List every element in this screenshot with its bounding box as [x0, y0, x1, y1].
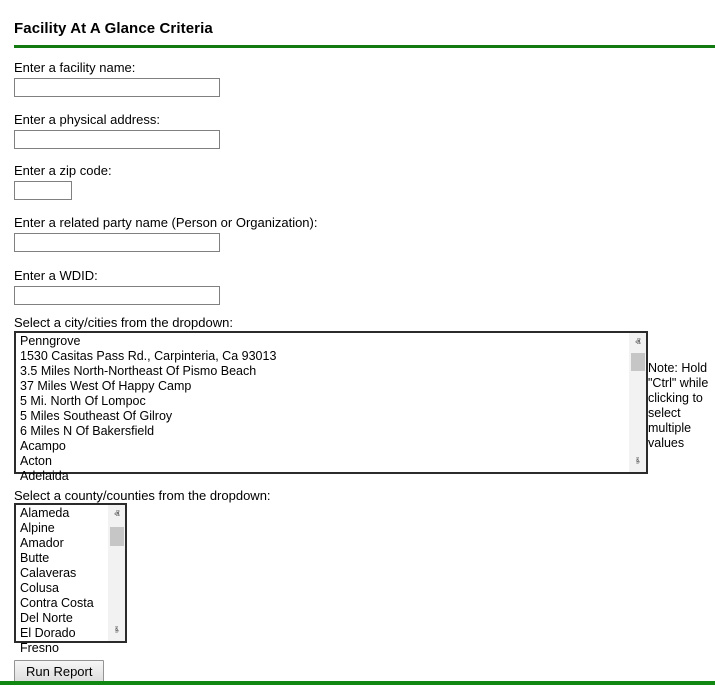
field-wdid: [14, 268, 220, 305]
list-item[interactable]: 5 Miles Southeast Of Gilroy: [20, 409, 173, 423]
footer-divider: [0, 681, 715, 685]
scroll-up-icon[interactable]: ⱏ: [635, 336, 641, 349]
county-multiselect-listbox[interactable]: [14, 503, 127, 655]
list-item[interactable]: Butte: [20, 551, 50, 565]
related-party-name-input[interactable]: [14, 233, 220, 252]
list-item[interactable]: Calaveras: [20, 566, 77, 580]
list-item[interactable]: 1530 Casitas Pass Rd., Carpinteria, Ca 93013: [20, 349, 277, 363]
field-physical-address: [14, 112, 220, 149]
multiselect-note: Note: Hold "Ctrl" while clicking to select multiple values: [648, 361, 709, 450]
list-item[interactable]: 5 Mi. North Of Lompoc: [20, 394, 146, 408]
list-item[interactable]: 37 Miles West Of Happy Camp: [20, 379, 192, 393]
list-item[interactable]: Alameda: [20, 506, 70, 520]
physical-address-label: Enter a physical address:: [14, 112, 160, 127]
list-item[interactable]: Contra Costa: [20, 596, 94, 610]
physical-address-input[interactable]: [14, 130, 220, 149]
page-title: Facility At A Glance Criteria: [14, 20, 213, 38]
list-item[interactable]: 3.5 Miles North-Northeast Of Pismo Beach: [20, 364, 257, 378]
list-item[interactable]: Fresno: [20, 641, 59, 655]
list-item[interactable]: Del Norte: [20, 611, 73, 625]
wdid-label: Enter a WDID:: [14, 268, 98, 283]
header-divider: [14, 45, 715, 48]
list-item[interactable]: Adelaida: [20, 469, 69, 483]
field-related-party-name: [14, 215, 317, 252]
scroll-up-icon[interactable]: ⱏ: [114, 508, 120, 521]
city-select-label: Select a city/cities from the dropdown:: [14, 315, 233, 330]
scroll-down-icon[interactable]: ⱛ: [114, 624, 120, 637]
zip-code-input[interactable]: [14, 181, 72, 200]
facility-name-input[interactable]: [14, 78, 220, 97]
list-item[interactable]: El Dorado: [20, 626, 76, 640]
field-facility-name: [14, 60, 220, 97]
scrollbar-thumb[interactable]: [110, 527, 124, 546]
related-party-name-label: Enter a related party name (Person or Organization):: [14, 215, 318, 230]
zip-code-label: Enter a zip code:: [14, 163, 112, 178]
list-item[interactable]: Penngrove: [20, 334, 81, 348]
scrollbar-thumb[interactable]: [631, 353, 645, 371]
county-listbox-scrollbar[interactable]: [108, 505, 125, 641]
scroll-down-icon[interactable]: ⱛ: [635, 455, 641, 468]
city-option-list[interactable]: [16, 333, 629, 483]
city-multiselect-listbox[interactable]: [14, 331, 648, 483]
list-item[interactable]: Colusa: [20, 581, 59, 595]
wdid-input[interactable]: [14, 286, 220, 305]
list-item[interactable]: Amador: [20, 536, 64, 550]
field-zip-code: [14, 163, 112, 200]
run-report-button[interactable]: Run Report: [14, 660, 104, 684]
list-item[interactable]: 6 Miles N Of Bakersfield: [20, 424, 155, 438]
list-item[interactable]: Alpine: [20, 521, 55, 535]
county-select-label: Select a county/counties from the dropdown:: [14, 488, 271, 503]
list-item[interactable]: Acton: [20, 454, 52, 468]
county-option-list[interactable]: [16, 505, 108, 655]
facility-name-label: Enter a facility name:: [14, 60, 136, 75]
list-item[interactable]: Acampo: [20, 439, 66, 453]
city-listbox-scrollbar[interactable]: [629, 333, 646, 472]
